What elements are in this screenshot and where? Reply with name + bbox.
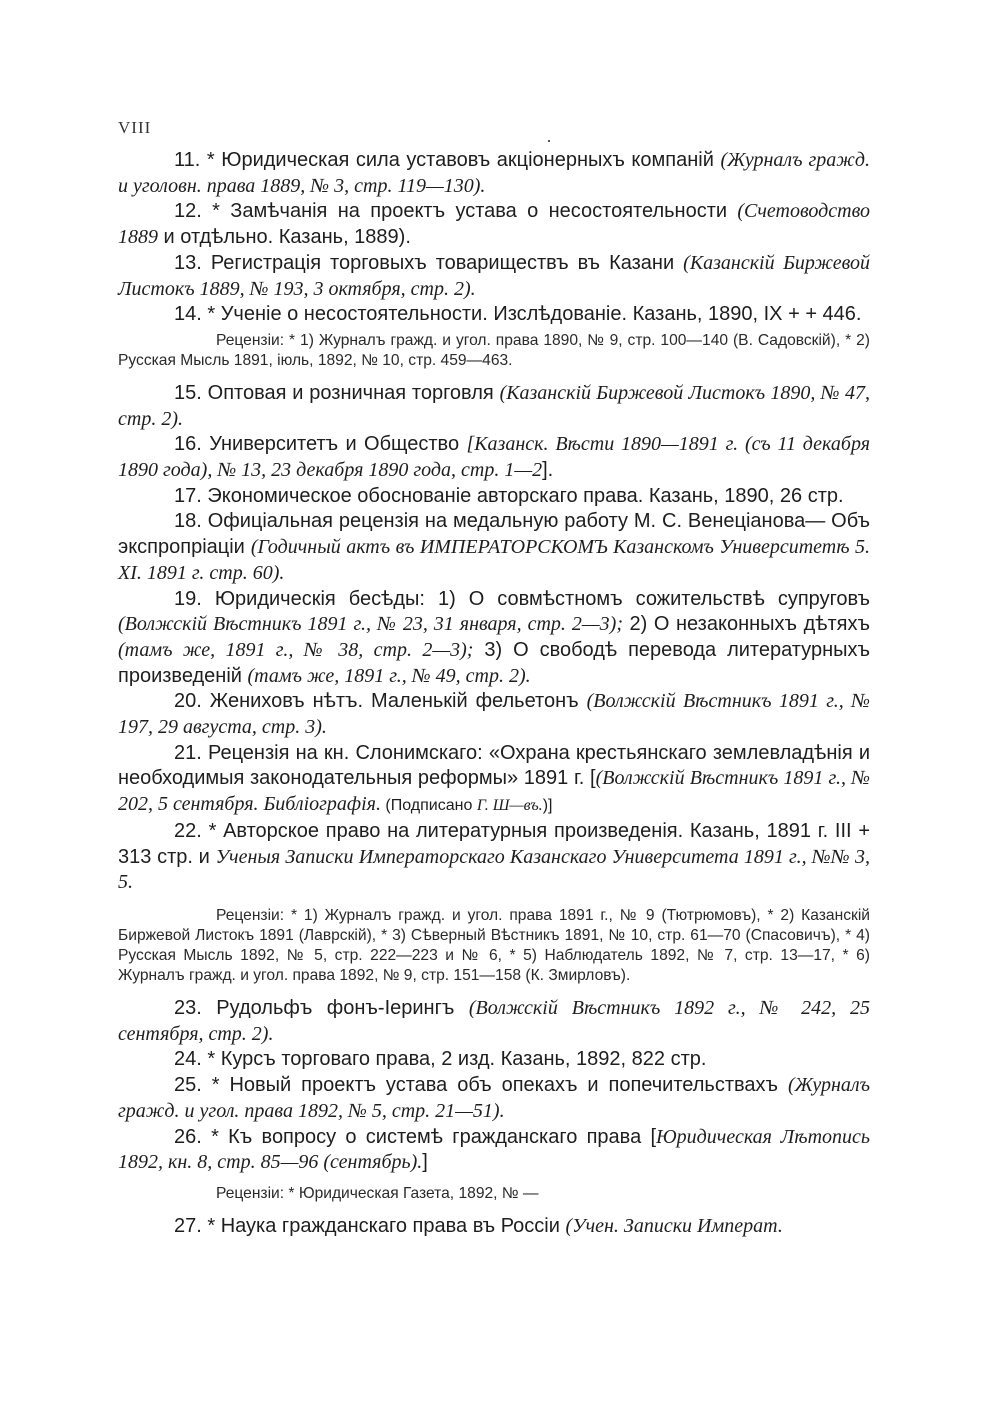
entry-source: (Счетоводство 1889 [118,200,870,249]
entry-text-3: )] [542,797,553,815]
entry-source: (Волжскій Вѣстникъ 1891 г., № 23, 31 января, стр. 2—3); [118,613,623,636]
print-speck [548,140,550,142]
entry-text: Рудольфъ фонъ-Іерингъ [216,996,469,1019]
entry-source: (Журналъ гражд. и угол. права 1892, № 5, стр. 21—51). [118,1074,870,1122]
review-note-22: Рецензіи: * 1) Журналъ гражд. и угол. права 1891 г., № 9 (Тютрюмовъ), * 2) Казанскій Биржевой Листокъ 1891 (Лаврскій), * 3) Сѣверный Вѣстникъ 1891, № 10, стр. 61—70 (Спасовичъ), * 4) Русская Мысль 1892, № 5, стр. 222—223 и № 6, * 5) Наблюдатель 1892, № 7, стр. 13—17, * 6) Журналъ гражд. и угол. права 1892, № 9, стр. 151—158 (К. Змирловъ). [118,906,870,984]
entry-text: * Наука гражданскаго права въ Россіи [207,1214,566,1237]
entry-number: 20. [174,690,202,713]
entry-text-tail: ]. [542,459,554,482]
entry-20 [118,689,870,740]
entry-source-3: (тамъ же, 1891 г., № 49, стр. 2). [247,664,531,687]
entry-number: 26. [174,1125,202,1148]
entry-source: (Казанскій Биржевой Листокъ 1890, № 47, стр. 2). [118,381,870,430]
entry-number: 12. [174,200,202,223]
entry-number: 18. [174,510,202,533]
entry-text-2: (Подписано [380,797,477,815]
entry-text: Экономическое обоснованіе авторскаго права. Казань, 1890, 26 стр. [207,484,844,507]
entry-27 [118,1214,870,1240]
entry-number: 25. [174,1074,202,1097]
entry-26 [118,1125,870,1176]
entry-number: 14. [174,303,202,326]
entry-text: * Новый проектъ устава объ опекахъ и попечительствахъ [211,1074,788,1097]
entry-source-2: (тамъ же, 1891 г., № 38, стр. 2—3); [118,638,474,661]
entry-text: * Курсъ торговаго права, 2 изд. Казань, 1892, 822 стр. [207,1048,707,1071]
entry-text: Регистрація торговыхъ товариществъ въ Казани [210,251,684,274]
entry-number: 17. [174,484,202,507]
entry-text: Рецензія на кн. Слонимскаго: «Охрана крестьянскаго землевладѣнія и необходимыя законодательныя реформы» 1891 г. [ [118,741,870,790]
entry-number: 16. [174,433,202,456]
entry-source: Юридическая Лѣтопись 1892, кн. 8, стр. 85—96 (сентябрь). [118,1125,870,1174]
entry-23 [118,996,870,1047]
entry-12 [118,199,870,250]
entry-source: (Волжскій Вѣстникъ 1891 г., № 202, 5 сентября. Библіографія. [118,767,870,816]
entry-number: 24. [174,1048,202,1071]
entry-16 [118,432,870,483]
entry-number: 15. [174,381,202,404]
entry-number: 21. [174,741,202,764]
entry-text: Университетъ и Общество [209,433,467,456]
entry-number: 11. [174,149,201,171]
entry-source: [Казанск. Вѣсти 1890—1891 г. (съ 11 декабря 1890 года), № 13, 23 декабря 1890 года, стр. 1—2 [118,433,870,482]
entry-text: * Юридическая сила уставовъ акціонерныхъ компаній [206,149,721,171]
entry-source: (Годичный актъ въ ИМПЕРАТОРСКОМЪ Казанскомъ Университетѣ 5. XI. 1891 г. стр. 60). [118,536,871,584]
review-note-26: Рецензіи: * Юридическая Газета, 1892, № — [216,1184,539,1202]
entry-18 [118,509,870,586]
entry-text: Оптовая и розничная торговля [207,381,500,404]
entry-text: * Ученіе о несостоятельности. Изслѣдованіе. Казань, 1890, IX + + 446. [207,303,862,326]
entry-number: 22. [174,819,202,842]
entry-24 [118,1047,870,1073]
entry-17 [118,484,870,510]
entry-source: (Журналъ гражд. и уголовн. права 1889, № 3, стр. 119—130). [118,149,871,197]
entry-text: * Къ вопросу о системѣ гражданскаго права [ [211,1125,657,1148]
entry-21 [118,741,870,819]
entry-25 [118,1073,870,1124]
entry-text-3: 3) О свободѣ перевода литературныхъ произведеній [118,638,870,687]
entry-number: 13. [174,251,202,274]
entry-text: Юридическія бесѣды: 1) О совмѣстномъ сожительствѣ супруговъ [214,587,871,610]
entry-19 [118,587,870,690]
entry-source: (Волжскій Вѣстникъ 1891 г., № 197, 29 августа, стр. 3). [118,690,870,739]
entry-11 [118,148,870,199]
review-note-14: Рецензіи: * 1) Журналъ гражд. и угол. права 1890, № 9, стр. 100—140 (В. Садовскій), * 2) Русская Мысль 1891, іюль, 1892, № 10, стр. 459—463. [118,331,870,369]
entry-source: (Учен. Записки Императ. [565,1214,783,1237]
entry-text-tail: и отдѣльно. Казань, 1889). [158,226,411,249]
entry-source: (Казанскій Биржевой Листокъ 1889, № 193, 3 октября, стр. 2). [118,251,871,300]
bibliography-list [118,148,870,1240]
entry-13 [118,251,870,302]
entry-number: 27. [174,1214,202,1237]
entry-number: 19. [174,587,202,610]
entry-text-tail: ] [422,1151,428,1174]
entry-text: Жениховъ нѣтъ. Маленькій фельетонъ [209,690,587,713]
entry-15 [118,381,870,432]
entry-text-2: 2) О незаконныхъ дѣтяхъ [622,613,870,636]
entry-22 [118,819,870,896]
entry-signature: Г. Ш—въ. [476,797,543,815]
entry-source: (Волжскій Вѣстникъ 1892 г., № 242, 25 сентября, стр. 2). [118,996,870,1045]
entry-text: * Авторское право на литературныя произведенія. Казань, 1891 г. III + 313 стр. и [118,819,870,868]
entry-text: Офиціальная рецензія на медальную работу М. С. Венеціанова— Объ экспропріаціи [118,510,870,559]
entry-source: Ученыя Записки Императорскаго Казанскаго Университета 1891 г., №№ 3, 5. [118,845,870,894]
page-number: VIII [118,118,152,137]
entry-text: * Замѣчанія на проектъ устава о несостоятельности [212,200,738,223]
entry-number: 23. [174,996,202,1019]
entry-14 [118,302,870,328]
